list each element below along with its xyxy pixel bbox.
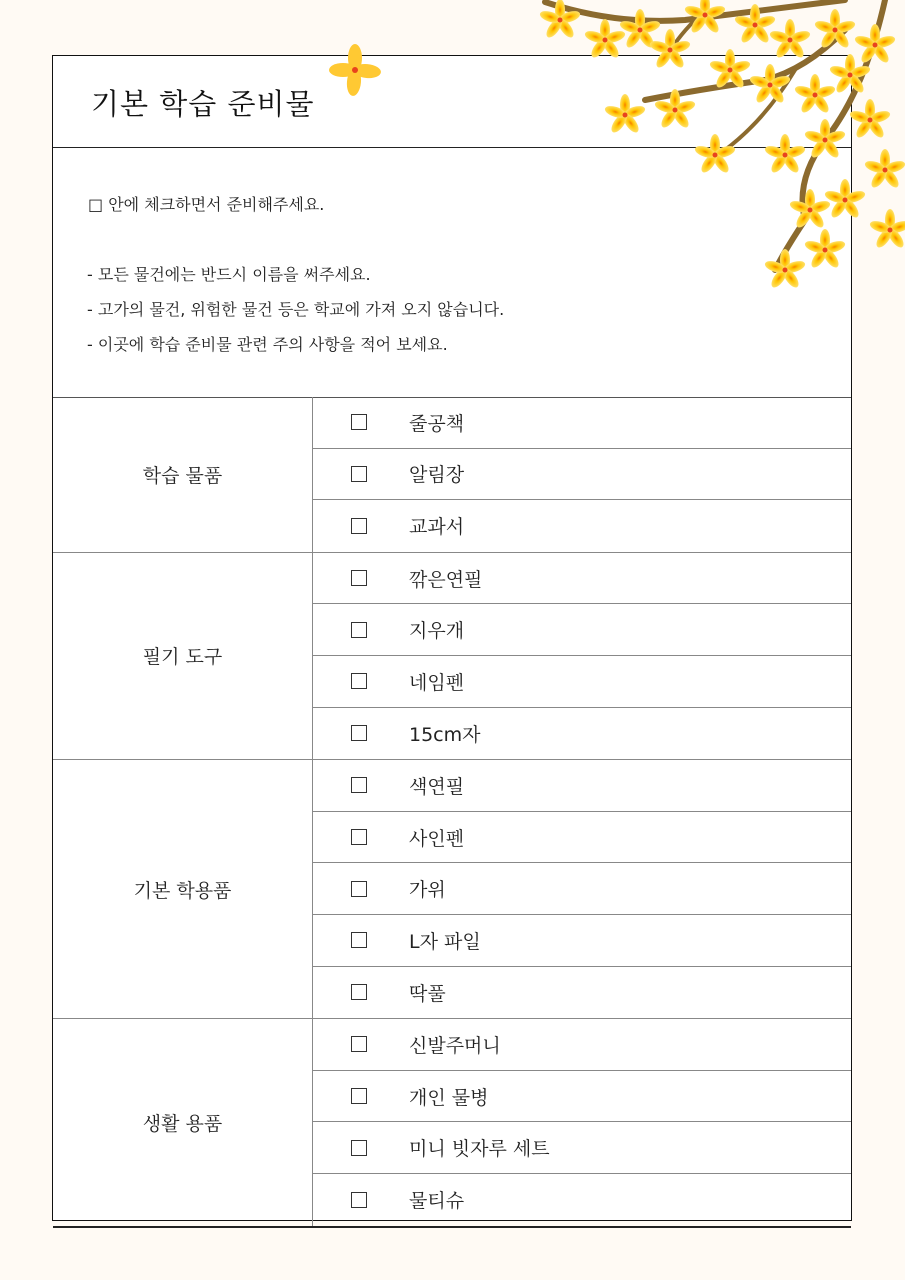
checklist-row xyxy=(313,500,851,552)
item-label: 미니 빗자루 세트 xyxy=(409,1138,550,1161)
checkbox[interactable] xyxy=(351,673,367,689)
category-label: 기본 학용품 xyxy=(53,760,313,1018)
item-label: 알림장 xyxy=(409,464,465,487)
checklist-row xyxy=(313,1019,851,1071)
checklist-row xyxy=(313,1071,851,1123)
page-title: 기본 학습 준비물 xyxy=(91,87,315,121)
checkbox[interactable] xyxy=(351,1088,367,1104)
category-label: 필기 도구 xyxy=(53,553,313,759)
category-group-study-items xyxy=(53,397,851,553)
checklist-row xyxy=(313,915,851,967)
category-group-writing-tools xyxy=(53,553,851,760)
item-label: L자 파일 xyxy=(409,930,481,953)
item-label: 교과서 xyxy=(409,516,465,539)
instruction-lead: □ 안에 체크하면서 준비해주세요. xyxy=(88,195,325,214)
checkbox[interactable] xyxy=(351,984,367,1000)
category-group-school-supplies xyxy=(53,760,851,1019)
item-label: 지우개 xyxy=(409,620,465,643)
checkbox[interactable] xyxy=(351,1192,367,1208)
item-label: 가위 xyxy=(409,879,446,902)
checklist-table xyxy=(53,397,851,1228)
checklist-row xyxy=(313,863,851,915)
checkbox[interactable] xyxy=(351,466,367,482)
checkbox[interactable] xyxy=(351,881,367,897)
checklist-row xyxy=(313,656,851,708)
category-label: 생활 용품 xyxy=(53,1019,313,1225)
checkbox[interactable] xyxy=(351,1140,367,1156)
checkbox[interactable] xyxy=(351,777,367,793)
instructions-box xyxy=(53,148,851,398)
category-group-daily-items xyxy=(53,1019,851,1227)
checklist-row xyxy=(313,397,851,449)
item-label: 개인 물병 xyxy=(409,1086,489,1109)
checklist-row xyxy=(313,604,851,656)
checklist-row xyxy=(313,449,851,501)
checklist-row xyxy=(313,708,851,760)
item-label: 네임펜 xyxy=(409,671,465,694)
checklist-row xyxy=(313,967,851,1019)
checkbox[interactable] xyxy=(351,570,367,586)
checklist-row xyxy=(313,1174,851,1226)
item-label: 깎은연필 xyxy=(409,568,483,591)
checkbox[interactable] xyxy=(351,829,367,845)
item-label: 딱풀 xyxy=(409,982,446,1005)
item-label: 물티슈 xyxy=(409,1190,465,1213)
checkbox[interactable] xyxy=(351,725,367,741)
checkbox[interactable] xyxy=(351,622,367,638)
item-label: 색연필 xyxy=(409,775,465,798)
checklist-row xyxy=(313,1122,851,1174)
title-box xyxy=(53,56,851,148)
item-label: 신발주머니 xyxy=(409,1034,501,1057)
checkbox[interactable] xyxy=(351,518,367,534)
checklist-sheet xyxy=(52,55,852,1221)
instruction-bullet: - 고가의 물건, 위험한 물건 등은 학교에 가져 오지 않습니다. xyxy=(87,300,505,319)
item-label: 줄공책 xyxy=(409,412,465,435)
checkbox[interactable] xyxy=(351,414,367,430)
instruction-bullet: - 모든 물건에는 반드시 이름을 써주세요. xyxy=(87,265,371,284)
checklist-row xyxy=(313,812,851,864)
item-label: 사인펜 xyxy=(409,827,465,850)
checkbox[interactable] xyxy=(351,932,367,948)
instruction-bullet: - 이곳에 학습 준비물 관련 주의 사항을 적어 보세요. xyxy=(87,335,448,354)
item-label: 15cm자 xyxy=(409,723,481,746)
checkbox[interactable] xyxy=(351,1036,367,1052)
category-label: 학습 물품 xyxy=(53,397,313,552)
checklist-row xyxy=(313,760,851,812)
checklist-row xyxy=(313,553,851,605)
